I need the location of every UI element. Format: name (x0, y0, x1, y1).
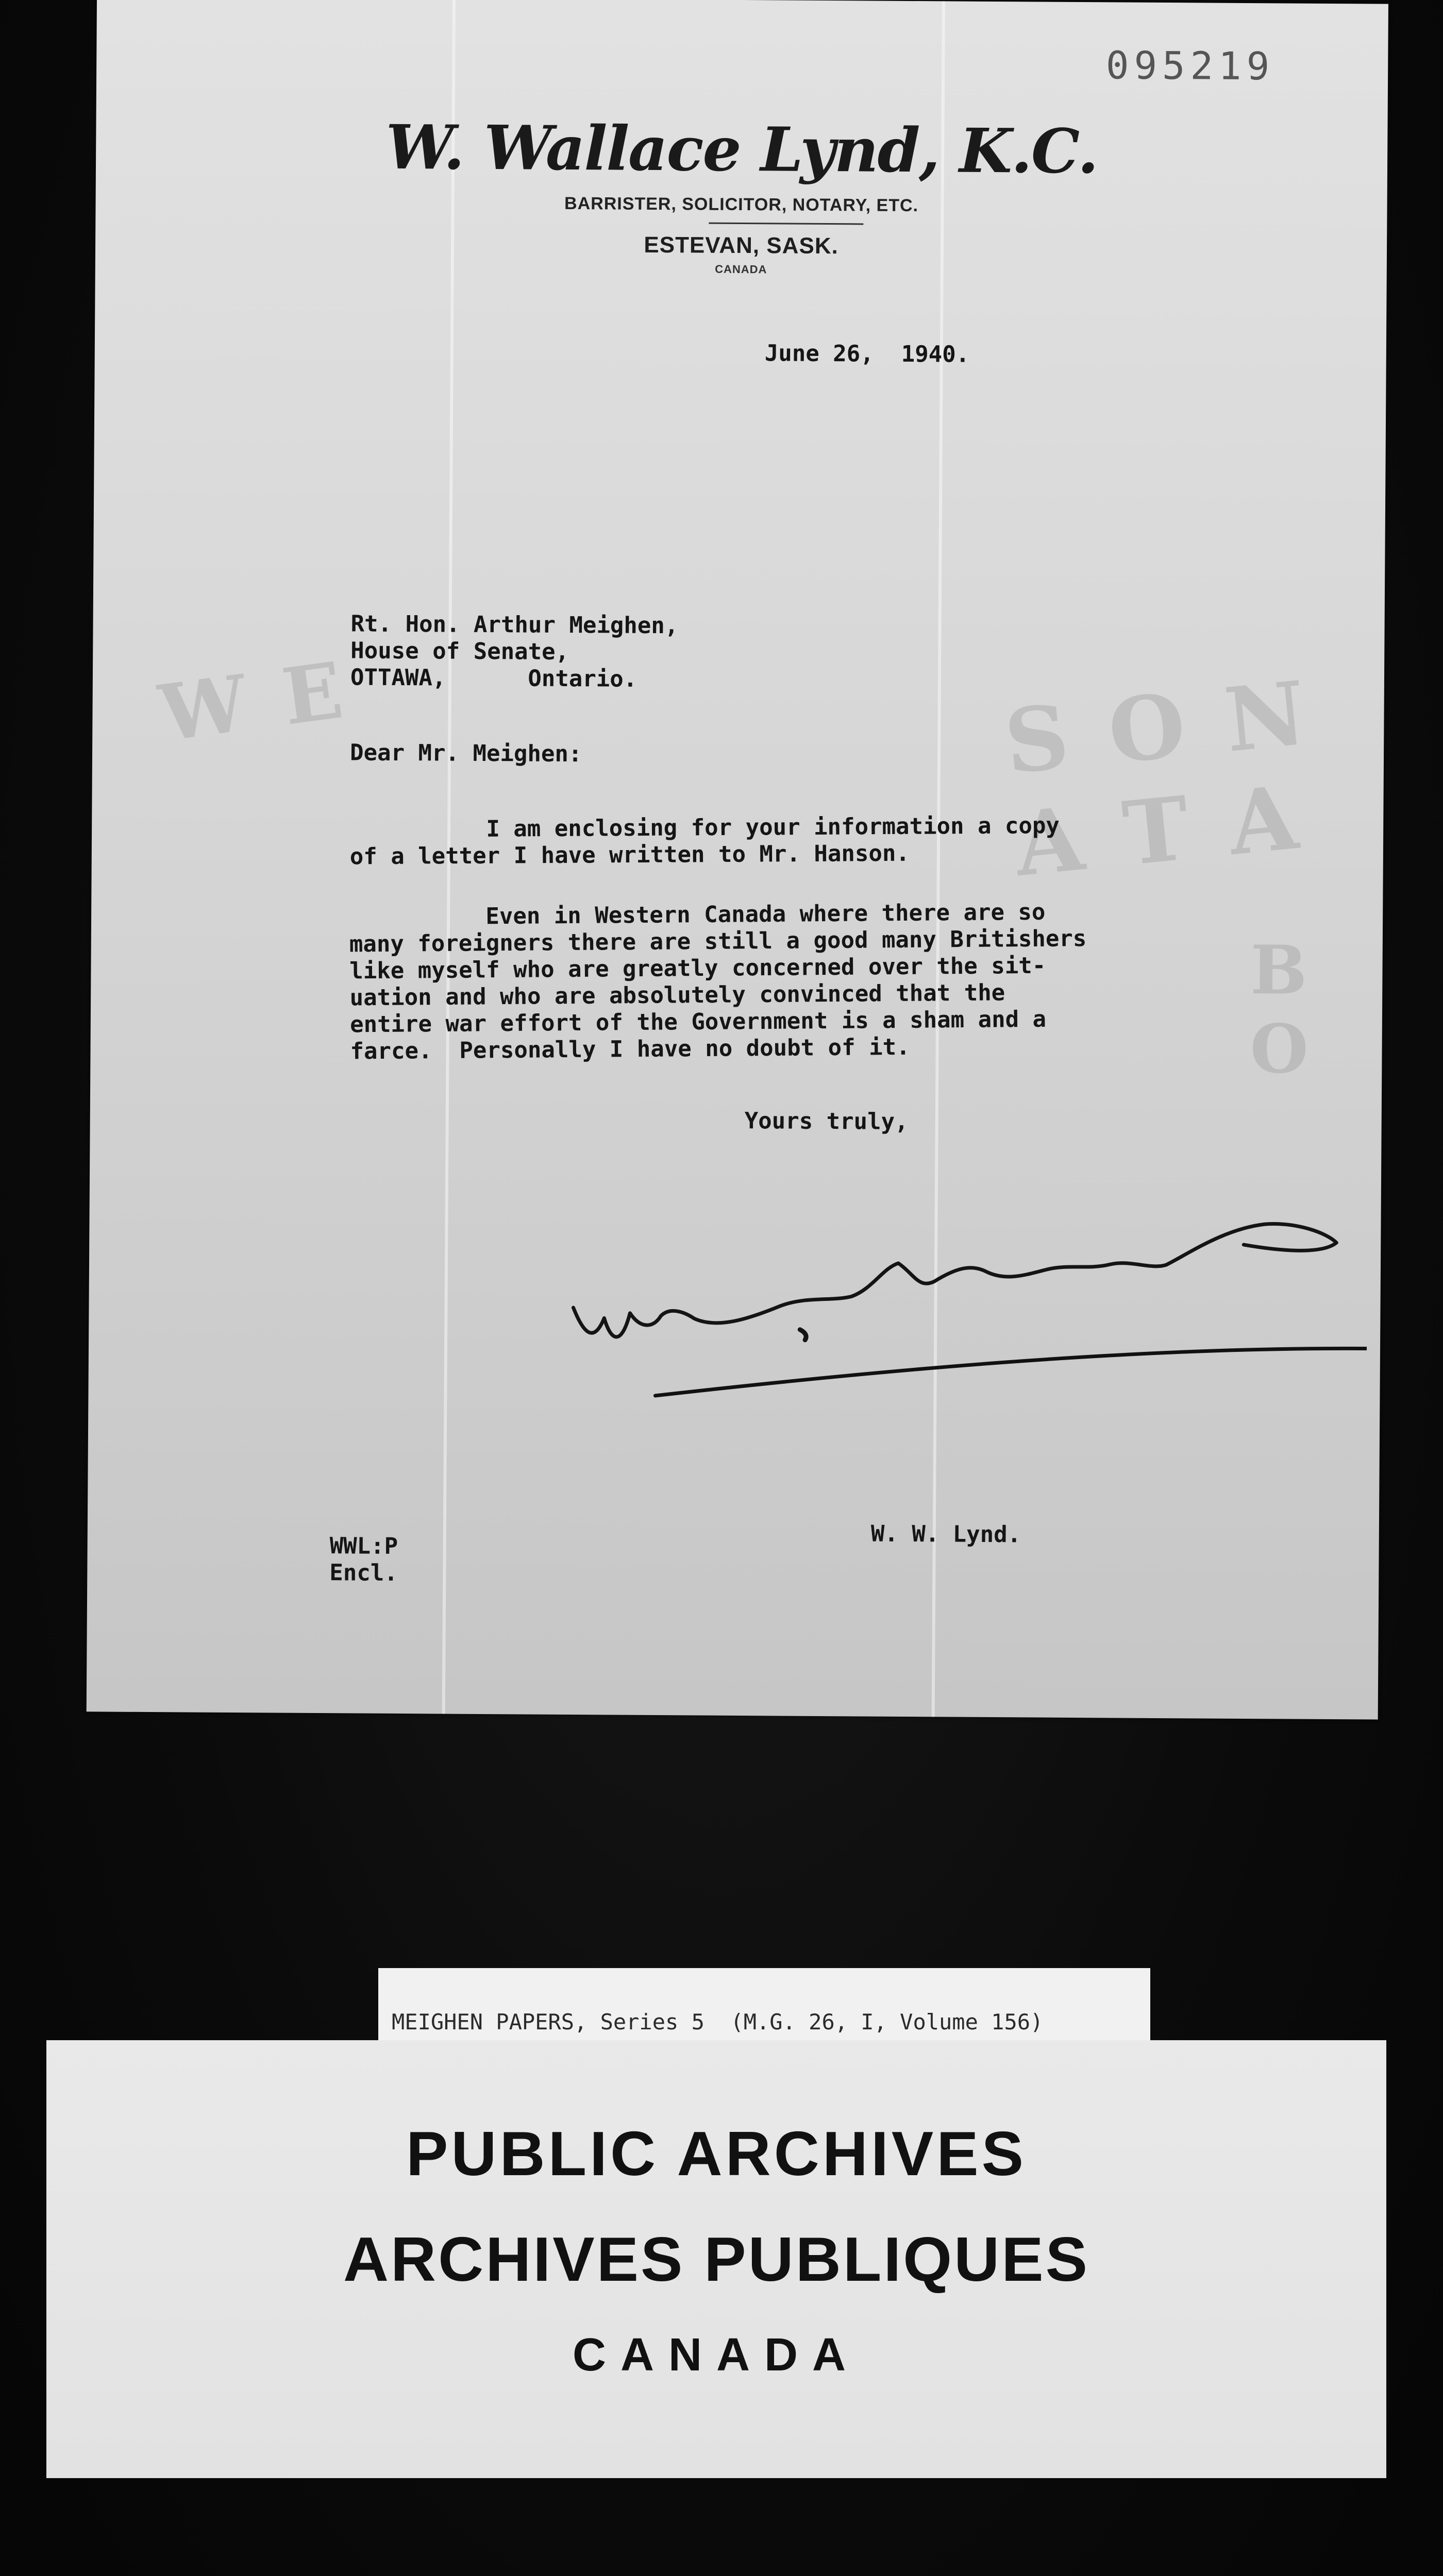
body-line: I am enclosing for your information a copy (349, 812, 1060, 843)
archive-line-country: CANADA (573, 2329, 860, 2381)
recipient-line: House of Senate, (350, 637, 569, 665)
body-line: Even in Western Canada where there are so (349, 899, 1046, 931)
body-line: entire war effort of the Government is a sham and a (349, 1006, 1047, 1038)
archive-line-fr: ARCHIVES PUBLIQUES (343, 2224, 1090, 2294)
letterhead-city: ESTEVAN, SASK. (644, 232, 838, 259)
reference-initials: WWL:P (329, 1533, 398, 1560)
closing: Yours truly, (744, 1108, 909, 1136)
handwritten-signature (562, 1189, 1368, 1431)
typed-signature: W. W. Lynd. (870, 1520, 1021, 1548)
bleed-through-mark: S O N A T A (1000, 661, 1316, 897)
body-line: like myself who are greatly concerned over the sit- (349, 952, 1046, 985)
bleed-through-mark: W E (154, 644, 353, 759)
letter-date: June 26, 1940. (764, 340, 970, 368)
archive-card (46, 2040, 1386, 2478)
archive-line-en: PUBLIC ARCHIVES (406, 2119, 1027, 2189)
bleed-through-mark: B O (1250, 930, 1314, 1089)
letterhead-profession: BARRISTER, SOLICITOR, NOTARY, ETC. (564, 193, 919, 216)
enclosure-note: Encl. (329, 1560, 398, 1586)
letter-page (87, 0, 1388, 1720)
body-line: uation and who are absolutely convinced that the (349, 979, 1005, 1011)
letterhead-rule (709, 223, 863, 225)
letterhead-country: CANADA (715, 262, 767, 276)
body-line: farce. Personally I have no doubt of it. (350, 1033, 910, 1065)
letterhead-name: W. Wallace Lynd, K.C. (385, 111, 1098, 188)
archive-reference: MEIGHEN PAPERS, Series 5 (M.G. 26, I, Volume 156) (392, 2009, 1044, 2035)
recipient-line: OTTAWA, Ontario. (350, 664, 637, 692)
salutation: Dear Mr. Meighen: (349, 739, 582, 768)
body-line: many foreigners there are still a good many Britishers (349, 925, 1087, 958)
recipient-line: Rt. Hon. Arthur Meighen, (350, 611, 679, 639)
body-line: of a letter I have written to Mr. Hanson. (349, 840, 910, 870)
document-stamp-number: 095219 (1105, 43, 1275, 89)
